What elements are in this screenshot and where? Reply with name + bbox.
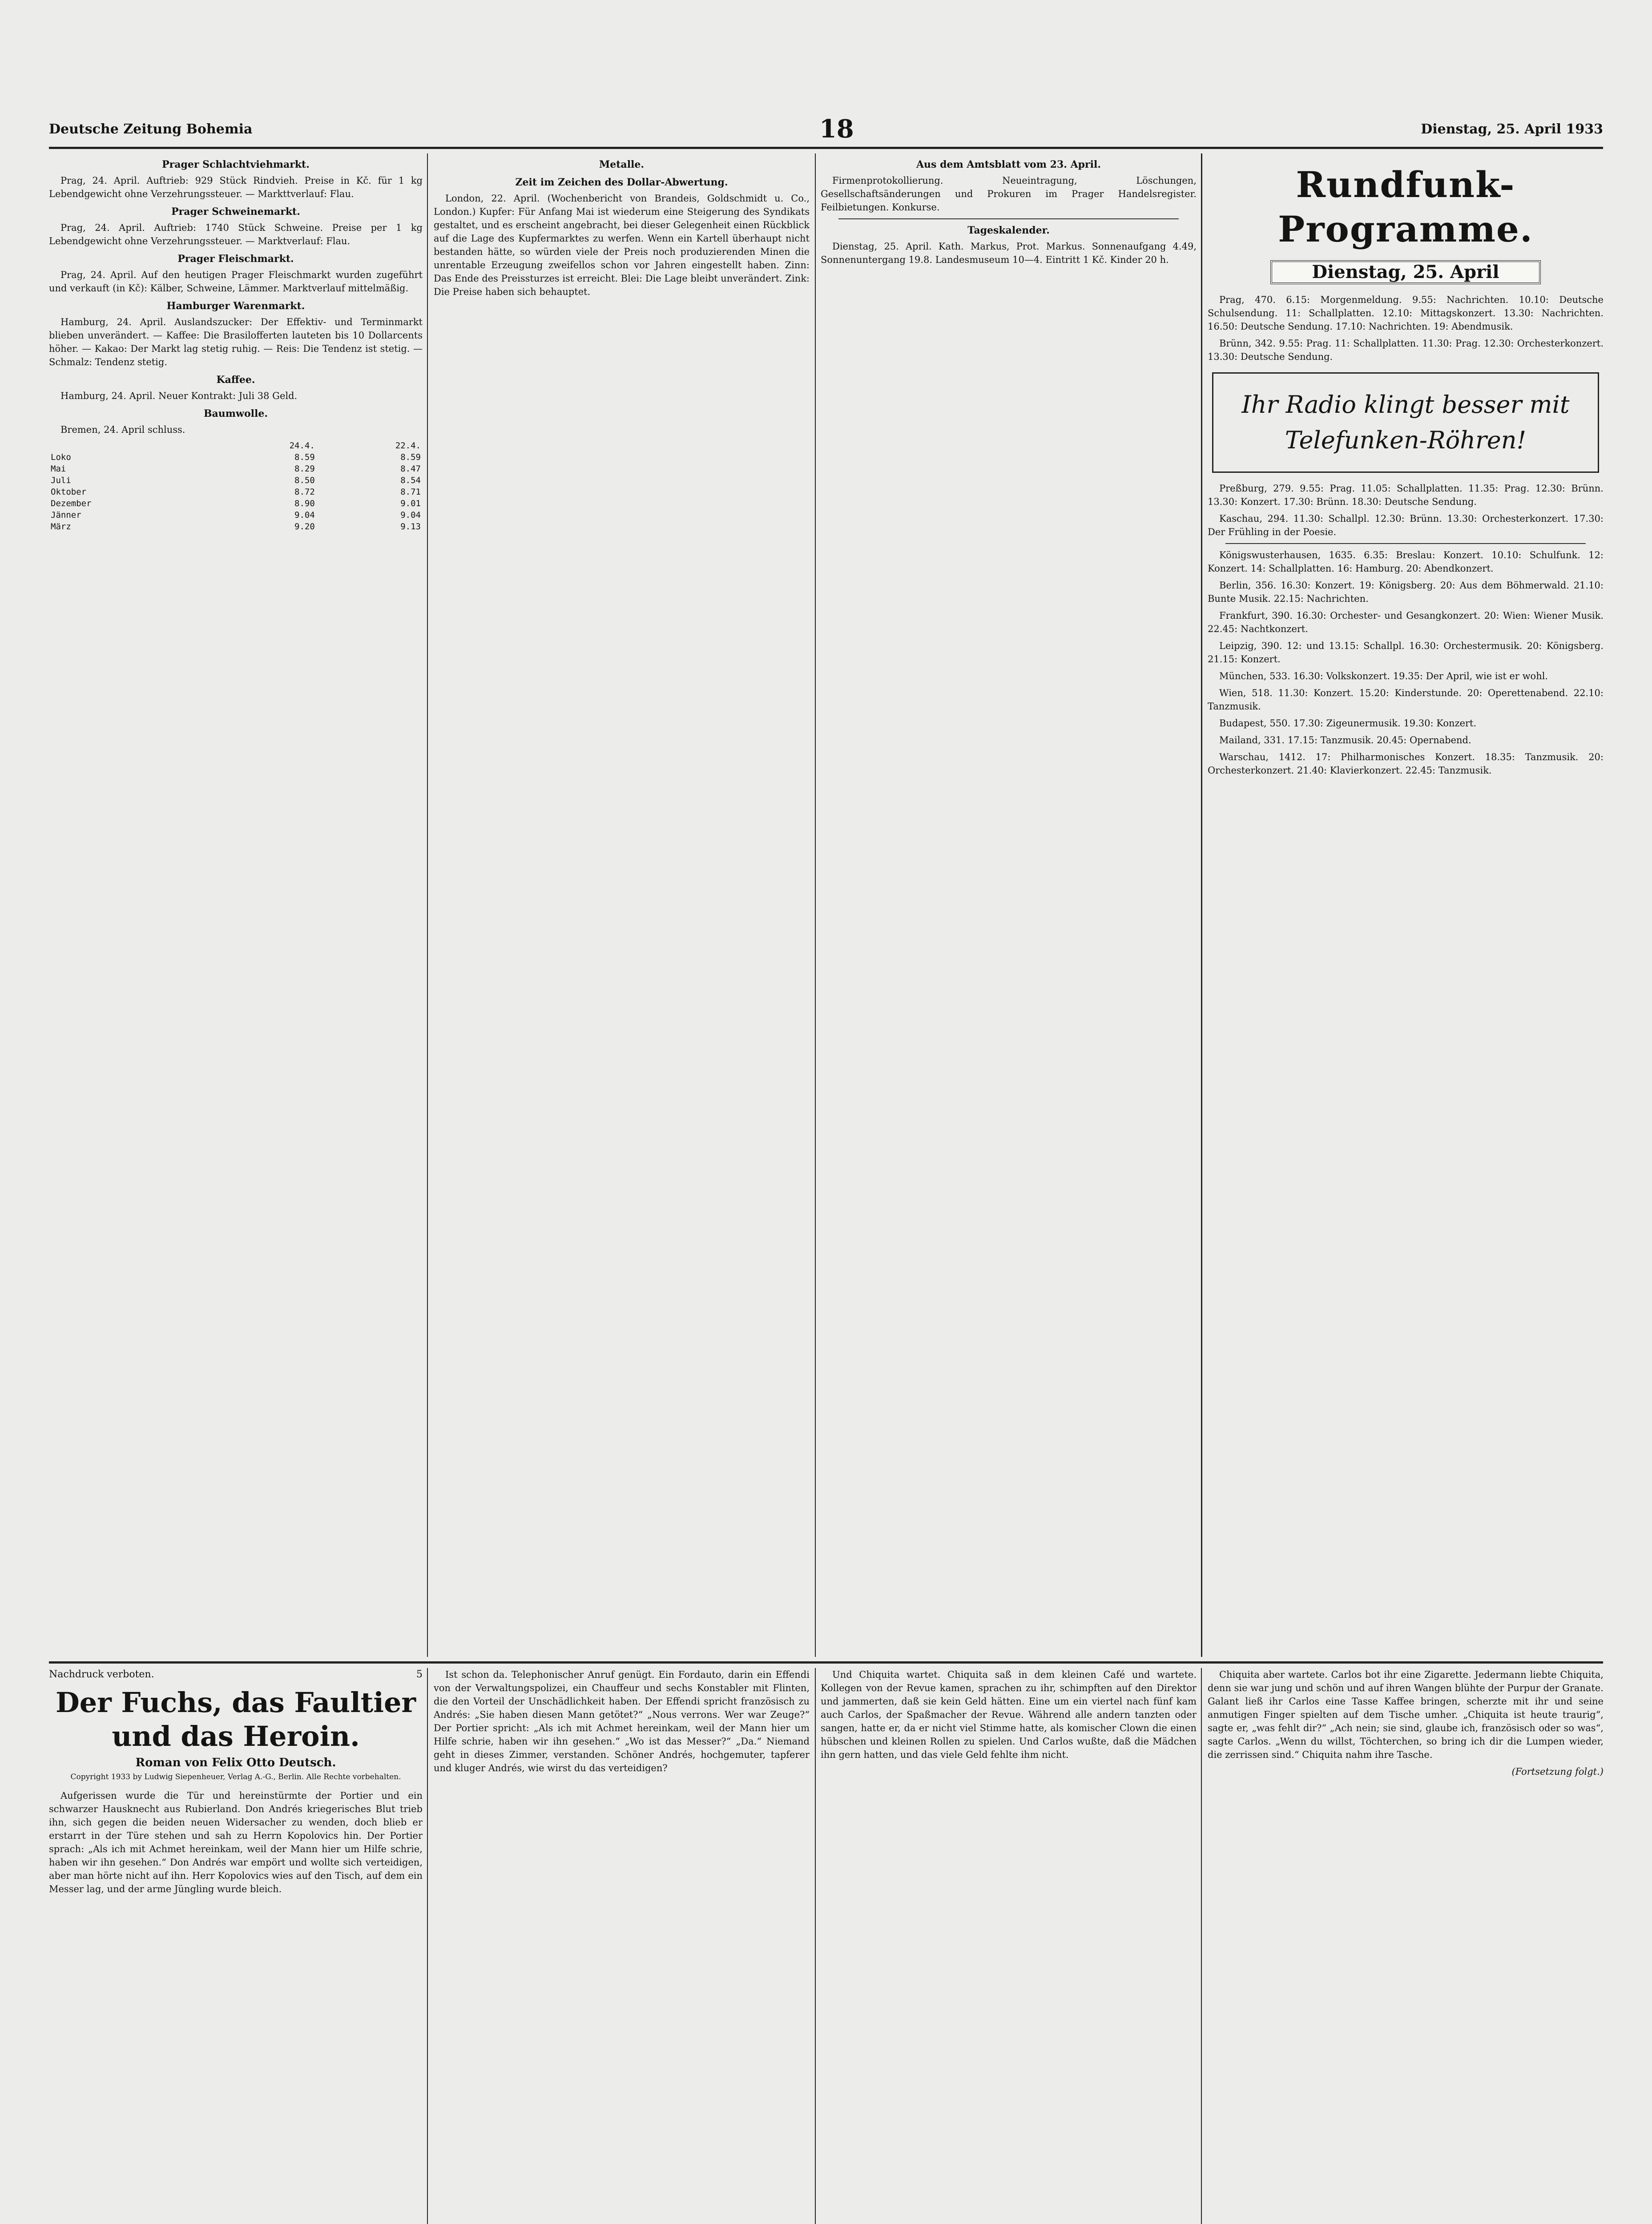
issue-date: Dienstag, 25. April 1933 — [1421, 121, 1603, 137]
radio-programme: Prag, 470. 6.15: Morgenmeldung. 9.55: Nachrichten. 10.10: Deutsche Schulsendung. 11: Schallplatten. 12.10: Mittagskonzert. 13.30: Nachrichten. 16.50: Deutsche Sendung. 17.10: Nachrichten. 19: Abendmusik. — [1208, 294, 1604, 332]
table-cell: 9.04 — [400, 510, 421, 520]
calendar-heading: Tageskalender. — [967, 225, 1050, 236]
table-cell: Loko — [51, 452, 71, 462]
installment-number: 5 — [416, 1669, 423, 1680]
radio-programme: Berlin, 356. 16.30: Konzert. 19: Königsberg. 20: Aus dem Böhmerwald. 21.10: Bunte Musik. 22.15: Nachrichten. — [1208, 580, 1604, 604]
table-cell: Juli — [51, 475, 71, 485]
radio-programme: Warschau, 1412. 17: Philharmonisches Konzert. 18.35: Tanzmusik. 20: Orchesterkonzert. 21.40: Klavierkonzert. 22.45: Tanzmusik. — [1208, 752, 1604, 776]
radio-programme: Frankfurt, 390. 16.30: Orchester- und Gesangkonzert. 20: Wien: Wiener Musik. 22.45: Nachtkonzert. — [1208, 610, 1604, 634]
table-cell: 9.13 — [400, 522, 421, 532]
column-rule — [1201, 1668, 1202, 2224]
table-cell: 9.01 — [400, 499, 421, 508]
novel-text: Aufgerissen wurde die Tür und hereinstürmte der Portier und ein schwarzer Hausknecht aus Rubierland. Don Andrés kriegerisches Blut trieb ihn, sich gegen die beiden neuen Widersacher zu wenden, doch blieb er erstarrt in der Türe stehen und sah zu Herrn Kopolovics hin. Der Portier sprach: „Als ich mit Achmet hereinkam, weil der Mann hier um Hilfe schrie, haben wir ihn gesehen.“ Don Andrés war empört und wollte sich verteidigen, aber man hörte nicht auf ihn. Herr Kopolovics wies auf den Tisch, auf dem ein Messer lag, und der arme Jüngling wurde bleich. — [49, 1790, 423, 1894]
radio-title: Rundfunk-Programme. — [1278, 164, 1533, 250]
column-rule — [1201, 153, 1202, 1657]
header-rule — [49, 147, 1603, 149]
novel-column-3 — [821, 1668, 1197, 2224]
market-text-4: Hamburg, 24. April. Auslandszucker: Der Effektiv- und Terminmarkt blieben unverändert. — Kaffee: Die Brasilofferten lauteten bis 10 Dollarcents höher. — Kakao: Der Markt lag stetig ruhig. — Reis: Die Tendenz ist stetig. — Schmalz: Tendenz stetig. — [49, 317, 423, 367]
metals-heading: Metalle. — [599, 159, 645, 170]
column-rule — [427, 1668, 428, 2224]
radio-programme: Brünn, 342. 9.55: Prag. 11: Schallplatten. 11.30: Prag. 12.30: Orchesterkonzert. 13.30: Deutsche Sendung. — [1208, 338, 1604, 362]
market-heading-3: Prager Fleischmarkt. — [177, 253, 294, 265]
metals-subheading: Zeit im Zeichen des Dollar-Abwertung. — [515, 177, 728, 188]
ad-line: Telefunken-Röhren! — [1285, 426, 1527, 454]
radio-programme: Kaschau, 294. 11.30: Schallpl. 12.30: Brünn. 13.30: Orchesterkonzert. 17.30: Der Frühling in der Poesie. — [1208, 513, 1604, 537]
novel-text: Chiquita aber wartete. Carlos bot ihr eine Zigarette. Jedermann liebte Chiquita, denn sie war jung und schön und auf ihren Wangen blühte der Purpur der Granate. Galant ließ ihr Carlos eine Tasse Kaffee bringen, scherzte mit ihr und seine anmutigen Finger spielten auf dem Tische umher. „Chiquita ist heute traurig“, sagte er, „was fehlt dir?“ „Ach nein; sie sind, glaube ich, französisch oder so was“, sagte Carlos. „Wenn du willst, Töchterchen, so bring ich dir die Lumpen wieder, die zerrissen sind.“ Chiquita nahm ihre Tasche. — [1208, 1669, 1604, 1760]
table-cell: 8.54 — [400, 475, 421, 485]
market-heading-4: Hamburger Warenmarkt. — [166, 300, 305, 312]
market-column — [49, 153, 423, 1657]
table-row — [49, 463, 423, 475]
column-rule — [427, 153, 428, 1657]
table-cell: 9.20 — [294, 522, 315, 532]
table-row — [49, 521, 423, 532]
market-text-1: Prag, 24. April. Auftrieb: 929 Stück Rindvieh. Preise in Kč. für 1 kg Lebendgewicht ohne Verzehrungssteuer. — Markttverlauf: Flau. — [49, 175, 423, 199]
calendar-text: Dienstag, 25. April. Kath. Markus, Prot. Markus. Sonnenaufgang 4.49, Sonnenuntergang 19.8. Landesmuseum 10—4. Eintritt 1 Kč. Kinder 20 h. — [821, 241, 1197, 265]
table-header-cell: 24.4. — [289, 441, 315, 451]
column-rule — [815, 153, 816, 1657]
table-cell: 8.90 — [294, 499, 315, 508]
table-cell: Oktober — [51, 487, 87, 497]
table-header-row — [49, 440, 423, 451]
radio-programme: Preßburg, 279. 9.55: Prag. 11.05: Schallplatten. 11.35: Prag. 12.30: Brünn. 13.30: Konzert. 17.30: Brünn. 18.30: Deutsche Sendung. — [1208, 483, 1604, 507]
radio-date-box: Dienstag, 25. April — [1270, 260, 1541, 284]
cotton-price-table — [49, 440, 423, 532]
radio-programme: München, 533. 16.30: Volkskonzert. 19.35: Der April, wie ist er wohl. — [1219, 671, 1548, 681]
table-cell: 8.71 — [400, 487, 421, 497]
novel-text: Und Chiquita wartet. Chiquita saß in dem kleinen Café und wartete. Kollegen von der Revue kamen, sprachen zu ihr, schimpften auf den Direktor und jammerten, daß sie kein Geld hätten. Eine um ein viertel nach fünf kam auch Carlos, der Spaßmacher der Revue. Während alle andern tanzten oder sangen, hatte er, da er nicht viel Stimme hatte, als komischer Clown die einen hübschen und kleinen Rollen zu spielen. Und Carlos wußte, daß die Mädchen ihn gern hatten, und das viele Geld fehlte ihm nicht. — [821, 1669, 1197, 1760]
radio-programme: Wien, 518. 11.30: Konzert. 15.20: Kinderstunde. 20: Operettenabend. 22.10: Tanzmusik. — [1208, 688, 1604, 712]
notices-column — [821, 153, 1197, 1657]
table-cell: März — [51, 522, 71, 532]
feuilleton-rule — [49, 1661, 1603, 1664]
novel-author: Roman von Felix Otto Deutsch. — [135, 1756, 336, 1769]
gazette-text: Firmenprotokollierung. Neueintragung, Löschungen, Gesellschaftsänderungen und Prokuren im Prager Handelsregister. Feilbietungen. Konkurse. — [821, 175, 1197, 213]
novel-title: Der Fuchs, das Faultier und das Heroin. — [55, 1686, 416, 1753]
radio-programme: Leipzig, 390. 12: und 13.15: Schallpl. 16.30: Orchestermusik. 20: Königsberg. 21.15: Konzert. — [1208, 641, 1604, 665]
novel-column-2 — [434, 1668, 810, 2224]
table-cell: 8.47 — [400, 464, 421, 474]
metals-column — [434, 153, 810, 1657]
page-header — [49, 113, 1603, 145]
table-header-cell — [49, 440, 211, 451]
section-divider — [838, 218, 1179, 219]
table-row — [49, 509, 423, 521]
radio-programme: Mailand, 331. 17.15: Tanzmusik. 20.45: Opernabend. — [1219, 735, 1471, 745]
column-rule — [815, 1668, 816, 2224]
table-cell: 8.59 — [400, 452, 421, 462]
table-cell: Dezember — [51, 499, 92, 508]
market-heading-1: Prager Schlachtviehmarkt. — [162, 159, 310, 170]
table-cell: 8.50 — [294, 475, 315, 485]
metals-text: London, 22. April. (Wochenbericht von Brandeis, Goldschmidt u. Co., London.) Kupfer: Für Anfang Mai ist wiederum eine Steigerung des Syndikats gestaltet, und es erscheint angebracht, bei dieser Gelegenheit einen Rückblick auf die Lage des Kupfermarktes zu werfen. Wenn ein Kartell überhaupt nicht bestanden hätte, so würden viele der Preis noch produzierenden Minen die unrentable Erzeugung zweifellos schon vor Jahren eingestellt haben. Zinn: Das Ende des Preissturzes ist erreicht. Blei: Die Lage bleibt unverändert. Zink: Die Preise haben sich behauptet. — [434, 193, 810, 297]
table-cell: 8.59 — [294, 452, 315, 462]
page-number: 18 — [819, 114, 854, 144]
market-text-5: Hamburg, 24. April. Neuer Kontrakt: Juli 38 Geld. — [60, 391, 298, 401]
novel-copyright: Copyright 1933 by Ludwig Siepenheuer, Verlag A.-G., Berlin. Alle Rechte vorbehalten. — [70, 1773, 401, 1781]
market-text-2: Prag, 24. April. Auftrieb: 1740 Stück Schweine. Preise per 1 kg Lebendgewicht ohne Verzehrungssteuer. — Marktverlauf: Flau. — [49, 222, 423, 246]
gazette-heading: Aus dem Amtsblatt vom 23. April. — [916, 159, 1101, 170]
section-divider — [1225, 543, 1586, 544]
ad-line: Ihr Radio klingt besser mit — [1241, 391, 1570, 419]
market-text-3: Prag, 24. April. Auf den heutigen Prager Fleischmarkt wurden zugeführt und verkauft (in Kč): Kälber, Schweine, Lämmer. Marktverlauf mittelmäßig. — [49, 270, 423, 294]
radio-programme: Königswusterhausen, 1635. 6.35: Breslau: Konzert. 10.10: Schulfunk. 12: Konzert. 14: Schallplatten. 16: Hamburg. 20: Abendkonzert. — [1208, 550, 1604, 574]
novel-column-1 — [49, 1668, 423, 2224]
table-cell: 9.04 — [294, 510, 315, 520]
radio-column — [1208, 153, 1604, 1657]
table-cell: Jänner — [51, 510, 81, 520]
table-cell: Mai — [51, 464, 66, 474]
table-cell: 8.29 — [294, 464, 315, 474]
table-cell: 8.72 — [294, 487, 315, 497]
novel-text: Ist schon da. Telephonischer Anruf genügt. Ein Fordauto, darin ein Effendi von der Verwaltungspolizei, ein Chauffeur und sechs Konstabler mit Flinten, die den Vorteil der Unschädlichkeit haben. Der Effendi spricht französisch zu Andrés: „Sie haben diesen Mann getötet?“ „Nous verrons. Wer war Zeuge?“ Der Portier spricht: „Als ich mit Achmet hereinkam, weil der Mann hier um Hilfe schrie, haben wir ihn gesehen.“ „Wo ist das Messer?“ „Da.“ Niemand geht in dieses Zimmer, verstanden. Schöner Andrés, hochgemuter, tapferer und kluger Andrés, wie wirst du das verteidigen? — [434, 1669, 810, 1773]
table-row — [49, 475, 423, 486]
market-heading-6: Baumwolle. — [203, 408, 268, 419]
market-heading-2: Prager Schweinemarkt. — [171, 206, 300, 218]
radio-programme: Budapest, 550. 17.30: Zigeunermusik. 19.30: Konzert. — [1219, 718, 1477, 729]
table-row — [49, 451, 423, 463]
novel-column-4 — [1208, 1668, 1604, 2224]
telefunken-advertisement — [1212, 372, 1599, 473]
continuation-note: (Fortsetzung folgt.) — [1511, 1766, 1604, 1777]
market-heading-5: Kaffee. — [216, 374, 255, 386]
reprint-notice: Nachdruck verboten. — [49, 1669, 154, 1680]
table-row — [49, 498, 423, 509]
table-header-cell: 22.4. — [395, 441, 421, 451]
newspaper-name: Deutsche Zeitung Bohemia — [49, 121, 253, 137]
market-text-6: Bremen, 24. April schluss. — [60, 424, 185, 435]
table-row — [49, 486, 423, 498]
novel-notice — [49, 1668, 423, 1681]
